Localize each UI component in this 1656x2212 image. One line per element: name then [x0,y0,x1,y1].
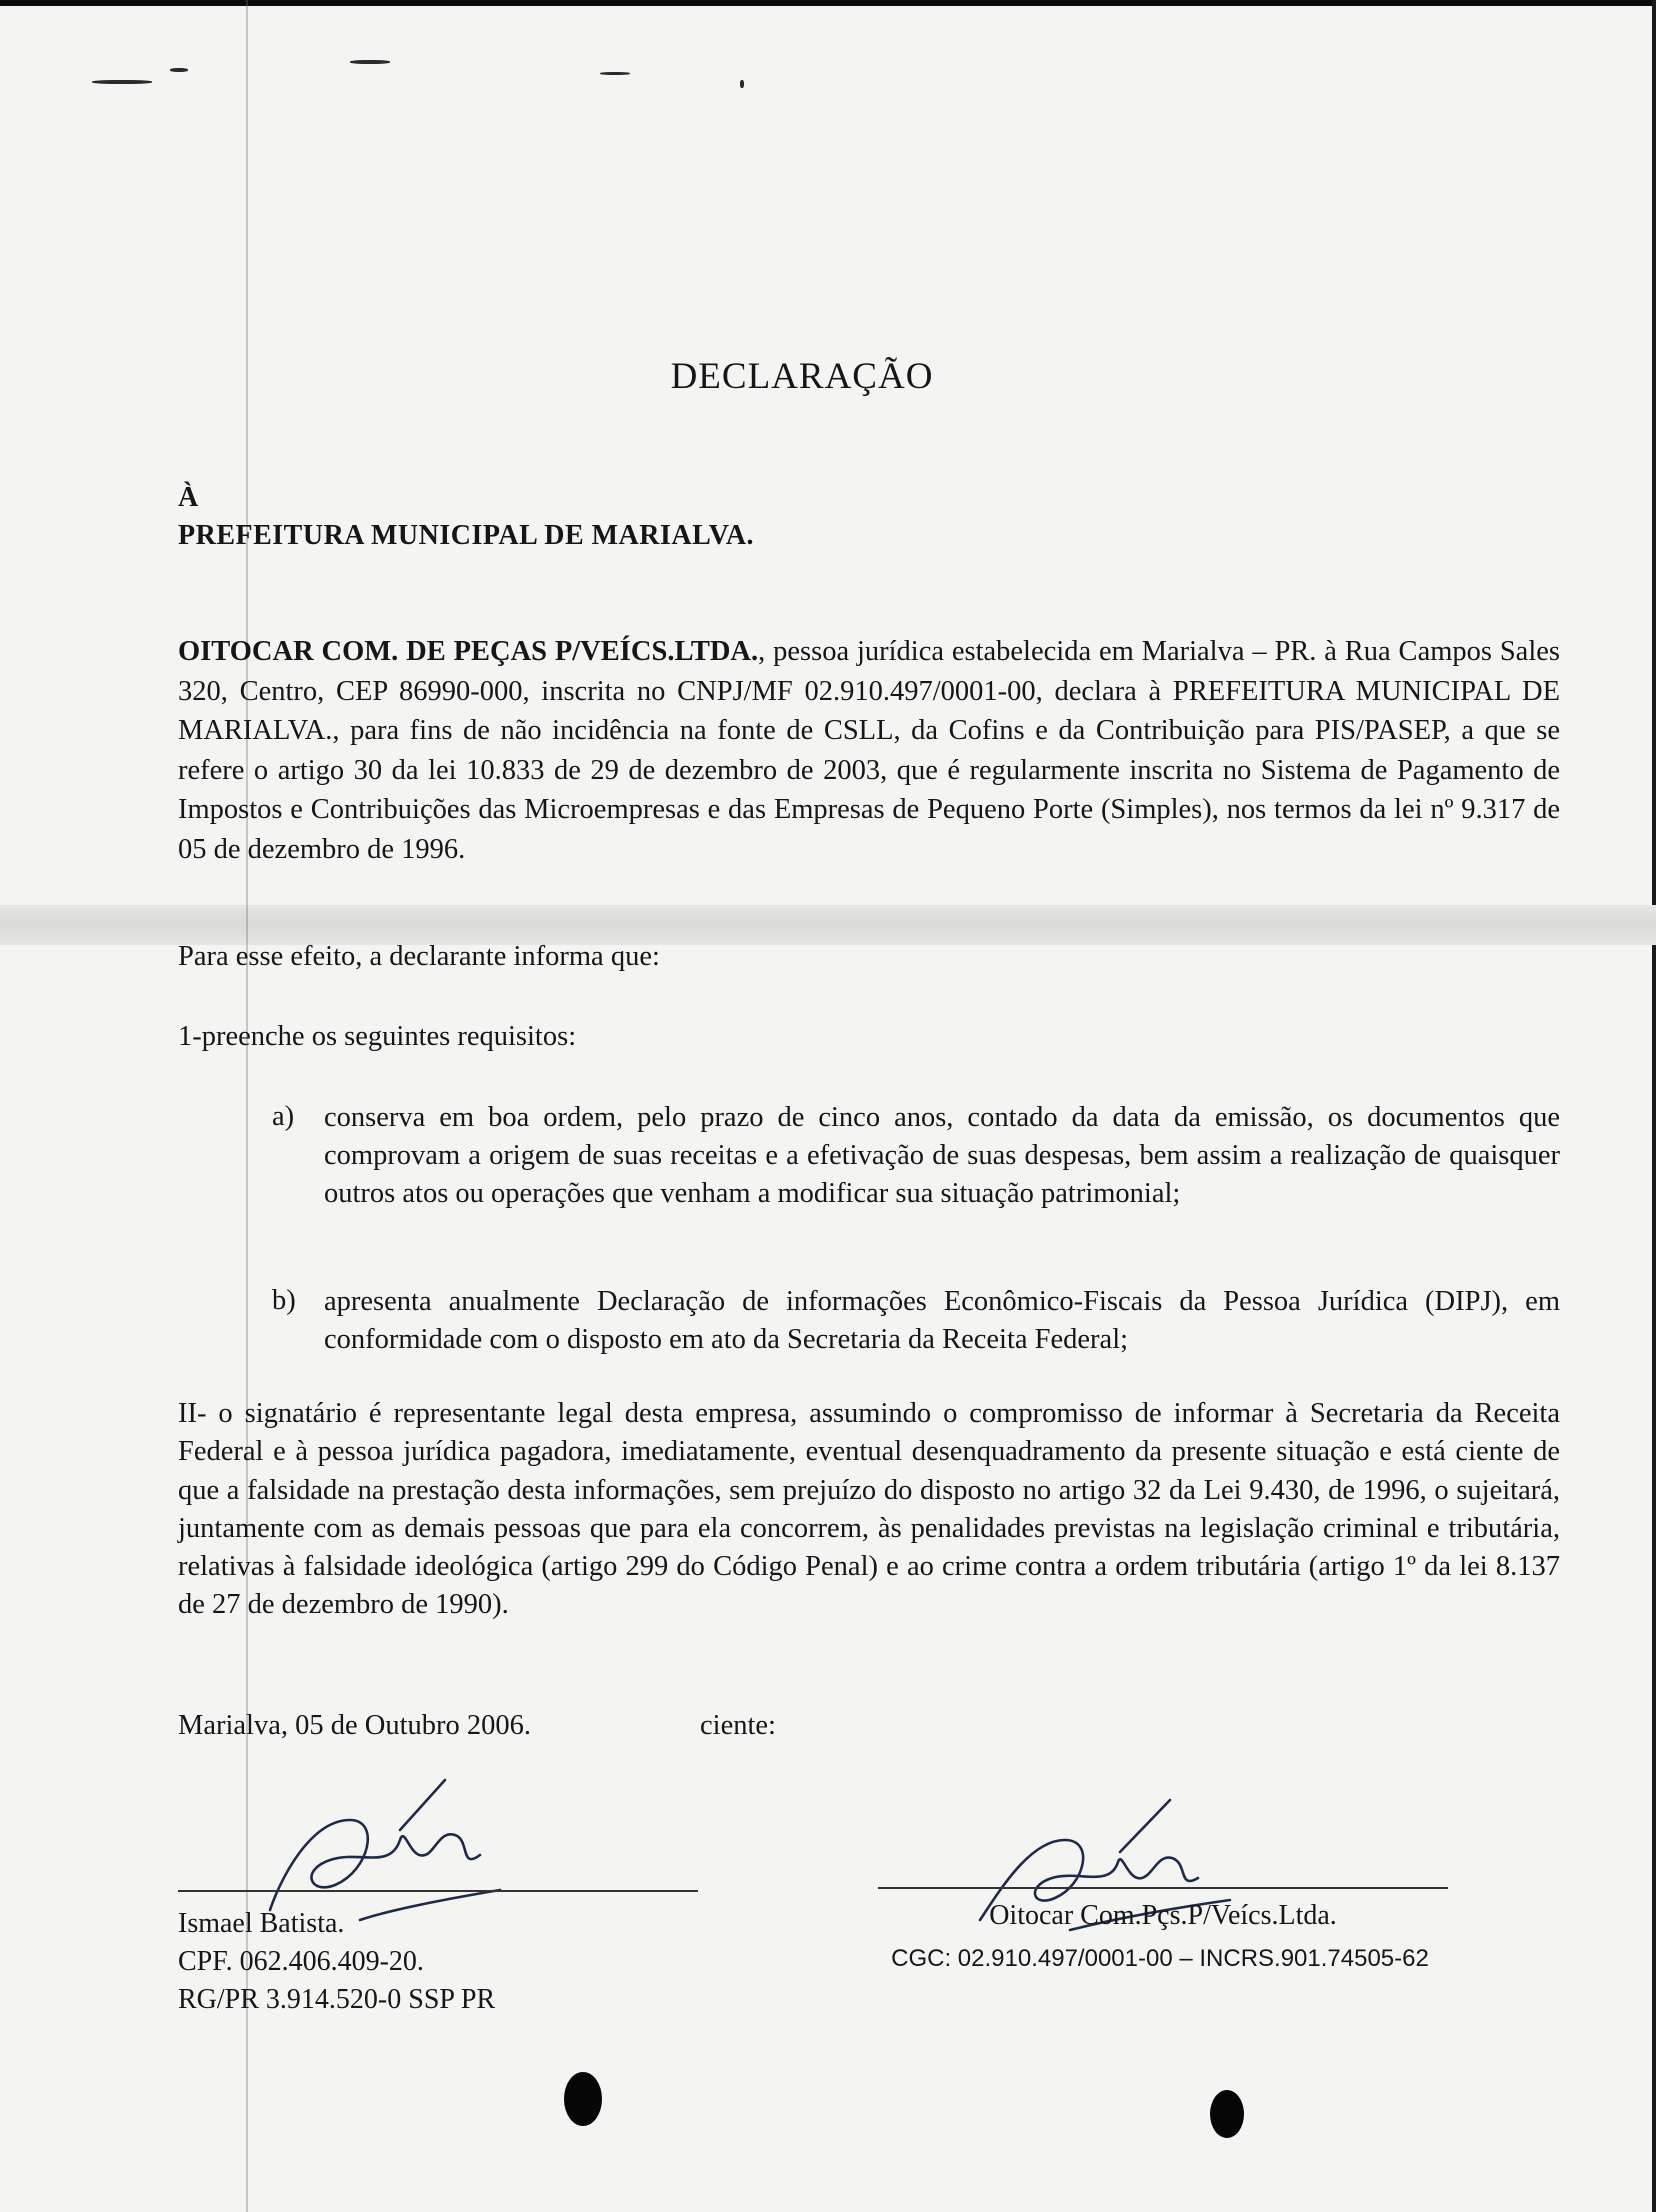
signatory-rg: RG/PR 3.914.520-0 SSP PR [178,1984,496,2015]
signatory-cpf: CPF. 062.406.409-20. [178,1946,424,1977]
declaration-paragraph [178,632,1560,869]
punch-hole [564,2072,602,2126]
section-1-heading: 1-preenche os seguintes requisitos: [178,1021,577,1052]
item-b-text: apresenta anualmente Declaração de informações Econômico-Fiscais da Pessoa Jurídica (DIPJ), em conformidade com o disposto em ato da Secretaria da Receita Federal; [324,1286,1560,1355]
intro-line: Para esse efeito, a declarante informa que: [178,941,660,972]
company-name: OITOCAR COM. DE PEÇAS P/VEÍCS.LTDA. [178,636,759,667]
declaration-text: , pessoa jurídica estabelecida em Marialva – PR. à Rua Campos Sales 320, Centro, CEP 86990-000, inscrita no CNPJ/MF 02.910.497/0001-00, declara à PREFEITURA MUNICIPAL DE MARIALVA., para fins de não incidência na fonte de CSLL, da Cofins e da Contribuição para PIS/PASEP, a que se refere o artigo 30 da lei 10.833 de 29 de dezembro de 2003, que é regularmente inscrita no Sistema de Pagamento de Impostos e Contribuições das Microempresas e das Empresas de Pequeno Porte (Simples), nos termos da lei nº 9.317 de 05 de dezembro de 1996. [178,636,1560,865]
signature-line-right [878,1887,1448,1889]
right-company-cgc: CGC: 02.910.497/0001-00 – INCRS.901.74505-62 [891,1945,1429,1972]
place-date: Marialva, 05 de Outubro 2006. [178,1710,532,1741]
signatory-name: Ismael Batista. [178,1908,345,1939]
item-b-label: b) [272,1285,296,1316]
item-a-label: a) [272,1101,295,1132]
addressee: PREFEITURA MUNICIPAL DE MARIALVA. [178,520,755,551]
section-2-paragraph: II- o signatário é representante legal desta empresa, assumindo o compromisso de informar à Secretaria da Receita Federal e à pessoa jurídica pagadora, imediatamente, eventual desenquadramento da presente situação e está ciente de que a falsidade na prestação desta informações, sem prejuízo do disposto no artigo 32 da Lei 9.430, de 1996, o sujeitará, juntamente com as demais pessoas que para ela concorrem, às penalidades previstas na legislação criminal e tributária, relativas à falsidade ideológica (artigo 299 do Código Penal) e ao crime contra a ordem tributária (artigo 1º da lei 8.137 de 27 de dezembro de 1990). [178,1398,1560,1621]
punch-hole [1210,2090,1244,2138]
signature-line-left [178,1890,698,1892]
left-signatory [178,1905,495,2019]
addressee-prefix: À [178,482,199,513]
document-title: DECLARAÇÃO [670,356,934,397]
item-a-text: conserva em boa ordem, pelo prazo de cinco anos, contado da data da emissão, os documentos que comprovam a origem de suas receitas e a efetivação de suas despesas, bem assim a realização de quaisquer outros atos ou operações que venham a modificar sua situação patrimonial; [324,1102,1560,1209]
right-company-name: Oitocar Com.Pçs.P/Veícs.Ltda. [989,1900,1337,1931]
ciente-label: ciente: [700,1710,776,1741]
